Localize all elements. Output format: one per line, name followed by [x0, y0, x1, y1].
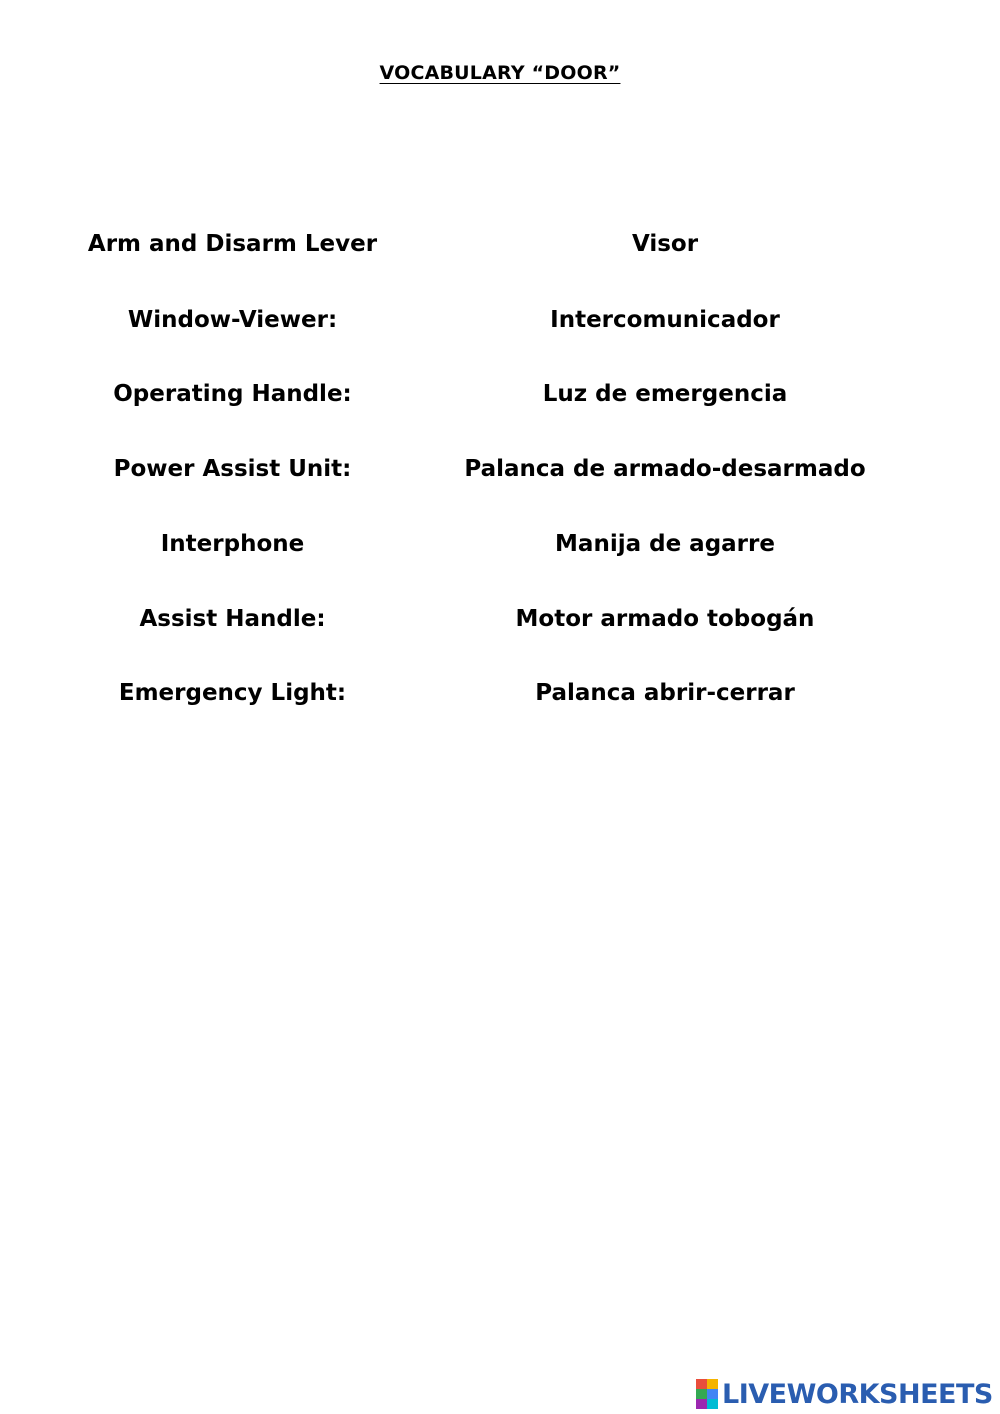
spanish-term: Luz de emergencia: [542, 381, 788, 407]
english-term: Window-Viewer:: [127, 307, 338, 333]
spanish-term: Palanca abrir-cerrar: [535, 680, 795, 706]
logo-square: [696, 1379, 707, 1389]
liveworksheets-watermark: [696, 1374, 993, 1414]
logo-square: [707, 1389, 718, 1399]
spanish-term: Manija de agarre: [555, 531, 775, 557]
vocabulary-row: [0, 302, 1000, 338]
spanish-term: Palanca de armado-desarmado: [464, 456, 866, 482]
logo-square: [696, 1389, 707, 1399]
vocabulary-row: [0, 376, 1000, 412]
vocabulary-row: [0, 226, 1000, 262]
spanish-term: Motor armado tobogán: [515, 606, 815, 632]
vocabulary-row: [0, 601, 1000, 637]
vocabulary-row: [0, 451, 1000, 487]
page-title: VOCABULARY “DOOR”: [379, 62, 621, 84]
vocabulary-row: [0, 675, 1000, 711]
english-term: Interphone: [160, 531, 305, 557]
english-term: Power Assist Unit:: [113, 456, 352, 482]
logo-square: [707, 1399, 718, 1409]
english-term: Arm and Disarm Lever: [87, 231, 378, 257]
english-term: Emergency Light:: [118, 680, 347, 706]
english-term: Operating Handle:: [113, 381, 352, 407]
brand-name: LIVEWORKSHEETS: [722, 1378, 993, 1410]
spanish-term: Intercomunicador: [550, 307, 780, 333]
logo-square: [696, 1399, 707, 1409]
vocabulary-row: [0, 526, 1000, 562]
liveworksheets-logo-icon: [696, 1379, 718, 1409]
english-term: Assist Handle:: [139, 606, 326, 632]
logo-square: [707, 1379, 718, 1389]
spanish-term: Visor: [631, 231, 699, 257]
